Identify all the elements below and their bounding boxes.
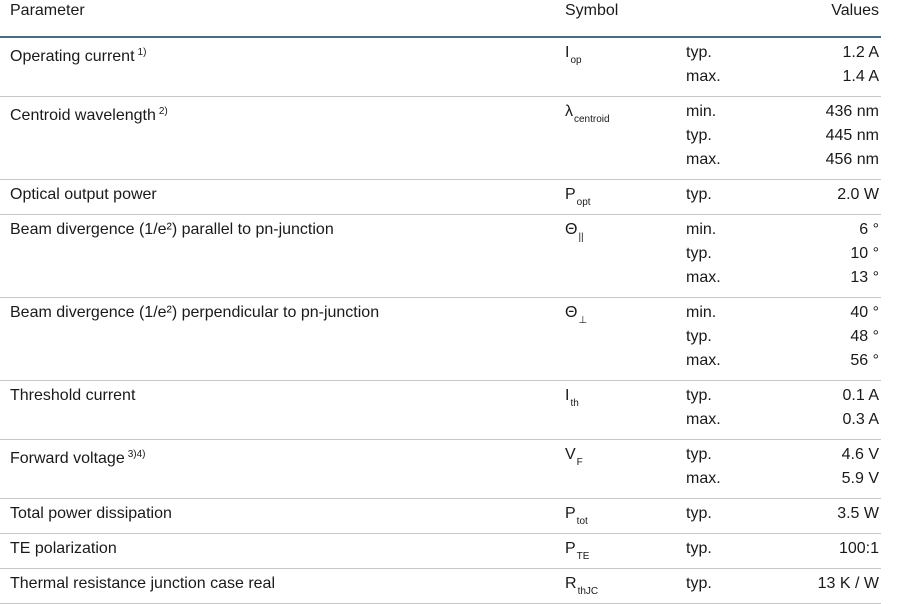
parameter-symbol: [565, 41, 582, 67]
symbol-subscript: op: [570, 55, 582, 66]
symbol-main: Θ: [565, 221, 578, 238]
value: 4.6 V: [841, 446, 879, 463]
table-body: [0, 38, 899, 604]
symbol-subscript: th: [570, 398, 579, 409]
parameter-text: Centroid wavelength: [10, 107, 156, 124]
value: 2.0 W: [837, 186, 879, 203]
value: 445 nm: [825, 127, 879, 144]
value-qualifier: typ.: [686, 44, 712, 61]
symbol-subscript: tot: [576, 516, 588, 527]
parameter-text: Thermal resistance junction case real: [10, 575, 276, 592]
parameter-text: Forward voltage: [10, 450, 125, 467]
value-qualifier: max.: [686, 411, 721, 428]
value-qualifier: typ.: [686, 328, 712, 345]
value: 1.2 A: [842, 44, 879, 61]
value: 13 °: [850, 269, 879, 286]
table-row: [0, 440, 881, 499]
symbol-main: P: [565, 540, 576, 557]
value: 5.9 V: [841, 470, 879, 487]
value: 6 °: [859, 221, 879, 238]
value-qualifier: typ.: [686, 245, 712, 262]
table-row: [0, 298, 881, 381]
value-qualifier: min.: [686, 221, 717, 238]
symbol-main: P: [565, 186, 576, 203]
parameter-name: [10, 41, 146, 69]
symbol-main: V: [565, 446, 576, 463]
parameter-name: [10, 384, 135, 408]
value-qualifier: typ.: [686, 575, 712, 592]
parameter-text: Optical output power: [10, 186, 157, 203]
table-row: [0, 499, 881, 534]
symbol-subscript: ||: [578, 232, 584, 243]
value-qualifier: typ.: [686, 505, 712, 522]
parameter-symbol: [565, 183, 591, 209]
parameter-name: [10, 502, 172, 526]
value: 0.1 A: [842, 387, 879, 404]
value: 456 nm: [825, 151, 879, 168]
symbol-main: P: [565, 505, 576, 522]
table-row: [0, 569, 881, 604]
symbol-main: Θ: [565, 304, 578, 321]
value: 0.3 A: [842, 411, 879, 428]
parameter-text: Beam divergence (1/e²) parallel to pn-junction: [10, 221, 334, 238]
parameter-name: [10, 537, 117, 561]
table-row: [0, 97, 881, 180]
value: 3.5 W: [837, 505, 879, 522]
parameter-name: [10, 572, 275, 596]
parameter-symbol: [565, 443, 583, 469]
parameter-symbol: [565, 537, 589, 563]
table-row: [0, 381, 881, 440]
parameter-symbol: [565, 218, 584, 244]
footnote-ref: 3)4): [127, 449, 146, 460]
value-qualifier: typ.: [686, 540, 712, 557]
value-qualifier: min.: [686, 304, 717, 321]
symbol-subscript: ⊥: [578, 315, 588, 326]
symbol-subscript: opt: [576, 197, 591, 208]
parameter-name: [10, 443, 146, 471]
table-row: [0, 534, 881, 569]
parameter-name: [10, 100, 168, 128]
value: 40 °: [850, 304, 879, 321]
parameter-text: Threshold current: [10, 387, 136, 404]
parameter-symbol: [565, 572, 598, 598]
value-qualifier: typ.: [686, 387, 712, 404]
footnote-ref: 2): [158, 106, 168, 117]
value: 13 K / W: [817, 575, 879, 592]
table-header: [0, 0, 899, 36]
value: 100:1: [838, 540, 879, 557]
value-qualifier: max.: [686, 151, 721, 168]
parameter-text: Beam divergence (1/e²) perpendicular to pn-junction: [10, 304, 380, 321]
parameter-text: Total power dissipation: [10, 505, 172, 522]
table-row: [0, 180, 881, 215]
value-qualifier: max.: [686, 352, 721, 369]
value: 48 °: [850, 328, 879, 345]
parameter-symbol: [565, 502, 588, 528]
value-qualifier: typ.: [686, 127, 712, 144]
symbol-main: I: [565, 387, 570, 404]
table-row: [0, 38, 881, 97]
parameter-name: [10, 183, 157, 207]
header-symbol: Symbol: [565, 2, 619, 19]
symbol-main: I: [565, 44, 570, 61]
value-qualifier: typ.: [686, 446, 712, 463]
value-qualifier: typ.: [686, 186, 712, 203]
symbol-subscript: F: [576, 457, 583, 468]
value: 1.4 A: [842, 68, 879, 85]
parameter-text: TE polarization: [10, 540, 117, 557]
symbol-main: λ: [565, 103, 573, 120]
parameter-name: [10, 218, 334, 242]
footnote-ref: 1): [137, 47, 147, 58]
header-values: Values: [831, 2, 879, 19]
parameter-name: [10, 301, 379, 325]
value-qualifier: min.: [686, 103, 717, 120]
value-qualifier: max.: [686, 470, 721, 487]
parameter-text: Operating current: [10, 48, 135, 65]
value-qualifier: max.: [686, 68, 721, 85]
symbol-subscript: thJC: [577, 586, 599, 597]
value: 10 °: [850, 245, 879, 262]
value-qualifier: max.: [686, 269, 721, 286]
symbol-main: R: [565, 575, 577, 592]
parameter-symbol: [565, 384, 579, 410]
value: 436 nm: [825, 103, 879, 120]
value: 56 °: [850, 352, 879, 369]
parameter-symbol: [565, 100, 610, 126]
header-parameter: Parameter: [10, 2, 85, 19]
symbol-subscript: centroid: [574, 114, 610, 125]
table-row: [0, 215, 881, 298]
parameter-symbol: [565, 301, 587, 327]
symbol-subscript: TE: [576, 551, 590, 562]
